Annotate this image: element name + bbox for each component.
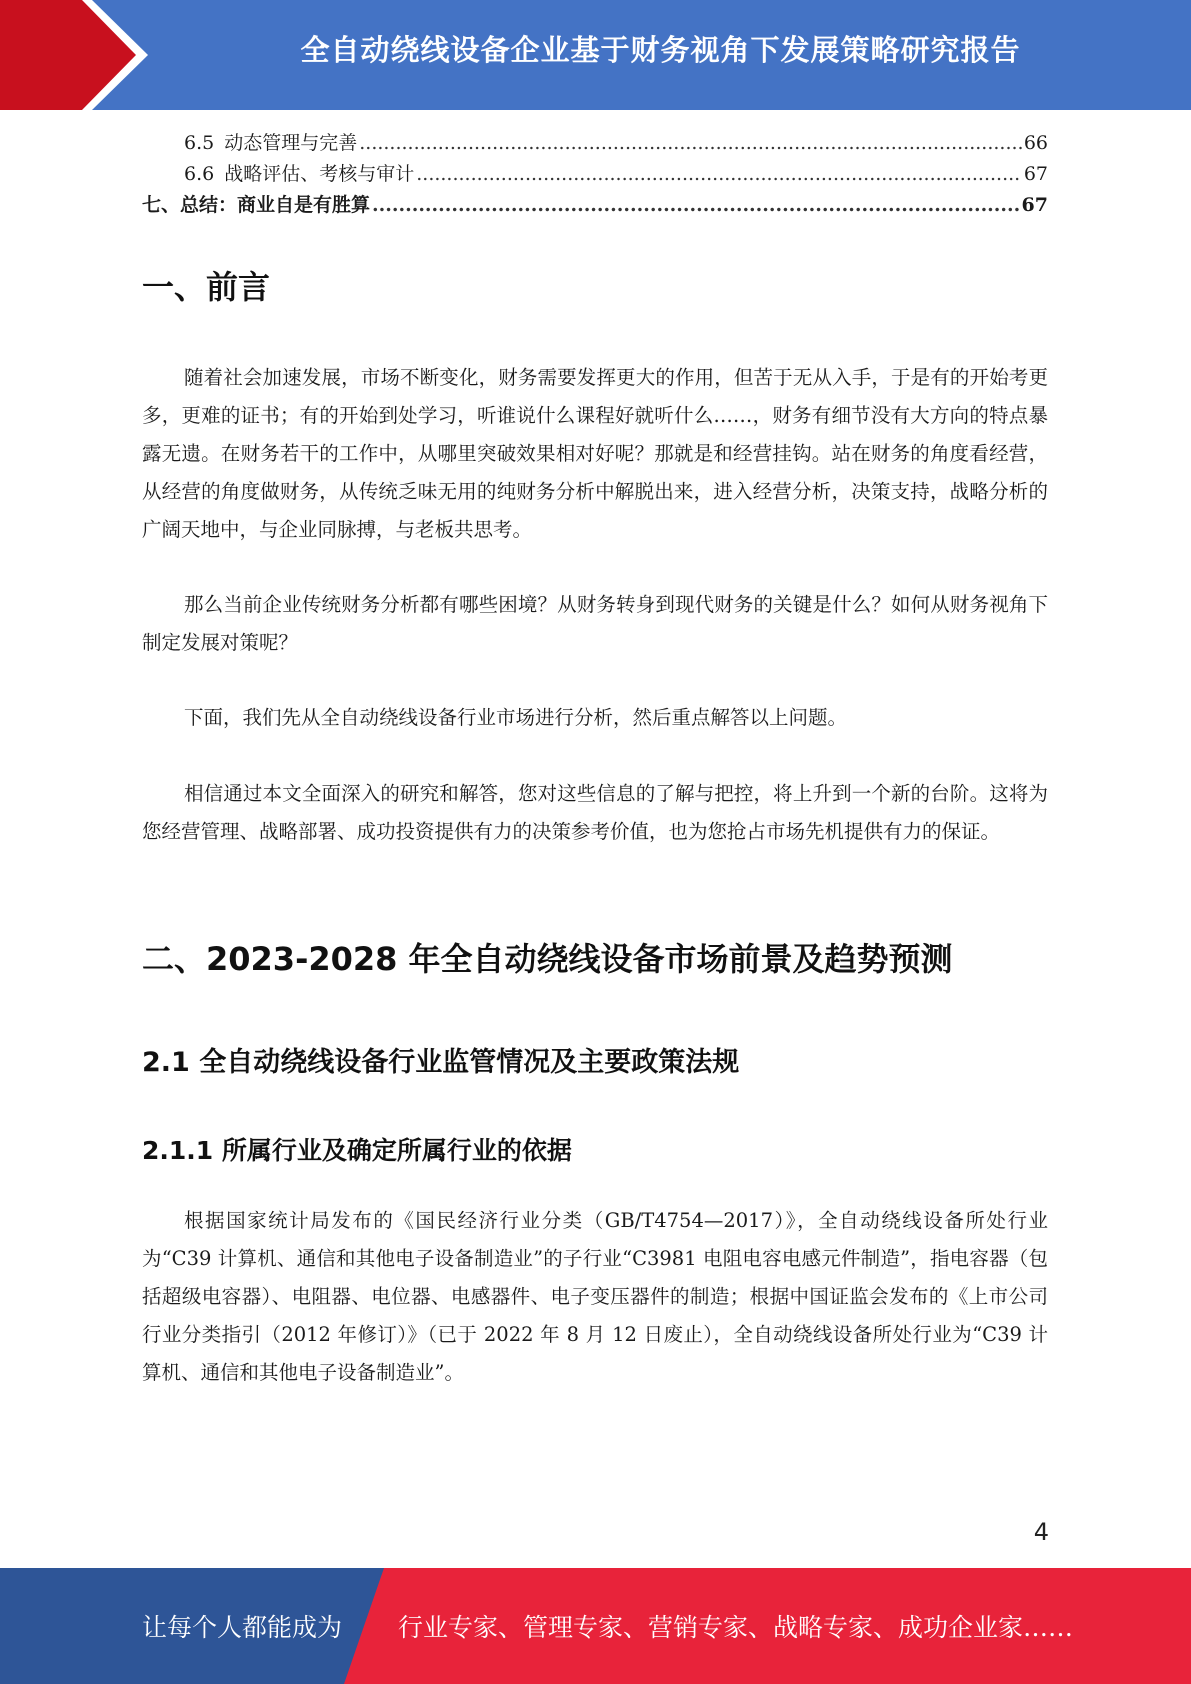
body-paragraph: 相信通过本文全面深入的研究和解答，您对这些信息的了解与把控，将上升到一个新的台阶。这将为您经营管理、战略部署、成功投资提供有力的决策参考价值，也为您抢占市场先机提供有力的保证。: [142, 782, 1048, 843]
toc-entry-number: 6.5: [184, 132, 215, 154]
body-paragraph: 根据国家统计局发布的《国民经济行业分类（GB/T4754—2017）》，全自动绕线设备所处行业为“C39 计算机、通信和其他电子设备制造业”的子行业“C3981 电阻电容电感元件制造”，指电容器（包括超级电容器）、电阻器、电位器、电感器件、电子变压器件的制造；根据中国证监会发布的《上市公司行业分类指引（2012 年修订）》（已于 2022 年 8 月 12 日废止），全自动绕线设备所处行业为“C39 计算机、通信和其他电子设备制造业”。: [142, 1209, 1048, 1384]
toc-entry-page: 66: [1023, 132, 1048, 154]
body-paragraph: 下面，我们先从全自动绕线设备行业市场进行分析，然后重点解答以上问题。: [184, 706, 848, 729]
section-heading-market-outlook: 二、2023-2028 年全自动绕线设备市场前景及趋势预测: [142, 940, 953, 978]
toc-entry-number: 6.6: [184, 163, 215, 185]
toc-entry-label: 七、总结：商业自是有胜算: [142, 194, 371, 216]
toc-leader-dots: [416, 163, 1022, 185]
body-paragraph: 随着社会加速发展，市场不断变化，财务需要发挥更大的作用，但苦于无从入手，于是有的开始考更多，更难的证书；有的开始到处学习，听谁说什么课程好就听什么……，财务有细节没有大方向的特点暴露无遗。在财务若干的工作中，从哪里突破效果相对好呢？那就是和经营挂钩。站在财务的角度看经营，从经营的角度做财务，从传统乏味无用的纯财务分析中解脱出来，进入经营分析，决策支持，战略分析的广阔天地中，与企业同脉搏，与老板共思考。: [142, 366, 1048, 541]
table-of-contents: [142, 128, 1048, 221]
subsubsection-heading: 2.1.1 所属行业及确定所属行业的依据: [142, 1136, 572, 1165]
page-number: 4: [1033, 1518, 1049, 1546]
body-paragraph: 那么当前企业传统财务分析都有哪些困境？从财务转身到现代财务的关键是什么？如何从财务视角下制定发展对策呢？: [142, 593, 1048, 654]
report-title: 全自动绕线设备企业基于财务视角下发展策略研究报告: [300, 33, 1021, 67]
toc-leader-dots: [359, 132, 1022, 154]
subsection-heading: 2.1 全自动绕线设备行业监管情况及主要政策法规: [142, 1047, 740, 1078]
footer-slogan-left: 让每个人都能成为: [142, 1613, 343, 1642]
toc-entry[interactable]: [142, 159, 1048, 190]
toc-entry-label: 动态管理与完善: [224, 132, 358, 154]
toc-leader-dots: [372, 194, 1020, 216]
section-heading-preface: 一、前言: [142, 268, 271, 306]
toc-entry-page: 67: [1023, 163, 1048, 185]
page-header: [0, 0, 1191, 110]
toc-entry-page: 67: [1021, 194, 1048, 216]
page-footer: [0, 1568, 1191, 1684]
footer-slogan-right: 行业专家、管理专家、营销专家、战略专家、成功企业家……: [398, 1613, 1074, 1642]
toc-entry-label: 战略评估、考核与审计: [224, 163, 415, 185]
toc-entry[interactable]: [142, 128, 1048, 159]
toc-entry[interactable]: [142, 190, 1048, 221]
